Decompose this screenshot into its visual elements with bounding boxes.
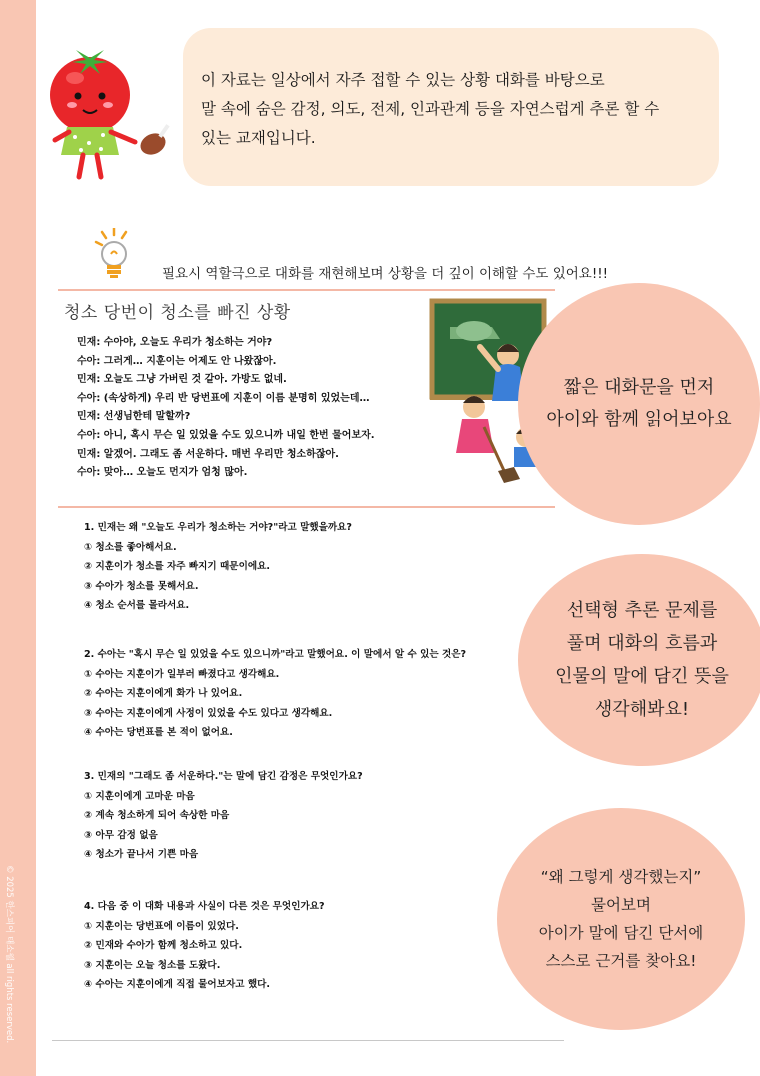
callout-line: 아이가 말에 담긴 단서에 [538, 924, 704, 942]
question-option: ① 지훈이에게 고마운 마음 [84, 790, 195, 802]
question-option: ③ 수아가 청소를 못해서요. [84, 580, 199, 592]
divider [58, 506, 555, 508]
intro-line: 이 자료는 일상에서 자주 접할 수 있는 상황 대화를 바탕으로 [201, 71, 605, 89]
callout-line: 스스로 근거를 찾아요! [545, 952, 697, 970]
dialog-line: 민재: 알겠어. 그래도 좀 서운하다. 매번 우리만 청소하잖아. [77, 448, 339, 460]
tomato-mascot-illustration [45, 40, 180, 190]
intro-line: 말 속에 숨은 감정, 의도, 전제, 인과관계 등을 자연스럽게 추론 할 수 [201, 100, 660, 118]
question-option: ③ 지훈이는 오늘 청소를 도왔다. [84, 959, 221, 971]
question-option: ② 계속 청소하게 되어 속상한 마음 [84, 810, 230, 821]
question-option: ④ 청소 순서를 몰라서요. [84, 600, 190, 611]
question-option: ③ 수아는 지훈이에게 사정이 있었을 수도 있다고 생각해요. [84, 707, 333, 719]
role-play-tip: 필요시 역할극으로 대화를 재현해보며 상황을 더 깊이 이해할 수도 있어요!!! [162, 266, 609, 282]
divider [58, 289, 555, 291]
intro-box [183, 28, 719, 186]
question-option: ① 수아는 지훈이가 일부러 빠졌다고 생각해요. [84, 668, 280, 680]
callout-line: 풀며 대화의 흐름과 [566, 633, 718, 654]
dialog-line: 수아: 그러게… 지훈이는 어제도 안 나왔잖아. [77, 355, 277, 367]
question-option: ① 청소를 좋아해서요. [84, 541, 177, 553]
question-block [84, 645, 466, 743]
dialog-line: 민재: 수아야, 오늘도 우리가 청소하는 거야? [77, 337, 273, 348]
question-text: 2. 수아는 "혹시 무슨 일 있었을 수도 있으니까"라고 말했어요. 이 말에서 알 수 있는 것은? [84, 649, 467, 660]
question-option: ② 민재와 수아가 함께 청소하고 있다. [84, 940, 243, 951]
question-block [84, 767, 363, 865]
question-text: 3. 민재의 "그래도 좀 서운하다."는 말에 담긴 감정은 무엇인가요? [84, 771, 363, 782]
left-sidebar-bar [0, 0, 36, 1076]
intro-line: 있는 교재입니다. [201, 129, 316, 147]
callout-line: 선택형 추론 문제를 [566, 600, 718, 621]
question-option: ③ 아무 감정 없음 [84, 829, 158, 841]
question-option: ④ 수아는 당번표를 본 적이 없어요. [84, 727, 233, 738]
callout-line: 아이와 함께 읽어보아요 [546, 409, 732, 430]
callout-line: 인물의 말에 담긴 뜻을 [555, 666, 729, 687]
dialog-line: 수아: 아니, 혹시 무슨 일 있었을 수도 있으니까 내일 한번 물어보자. [77, 429, 375, 441]
question-option: ② 지훈이가 청소를 자주 빠지기 때문이에요. [84, 561, 271, 572]
callout-line: 생각해봐요! [594, 699, 690, 720]
question-option: ① 지훈이는 당번표에 이름이 있었다. [84, 920, 239, 932]
question-text: 4. 다음 중 이 대화 내용과 사실이 다른 것은 무엇인가요? [84, 901, 325, 912]
dialog-line: 수아: 맞아… 오늘도 먼지가 엄청 많아. [77, 467, 248, 479]
question-option: ④ 수아는 지훈이에게 직접 물어보자고 했다. [84, 979, 271, 990]
lightbulb-icon [92, 228, 138, 282]
question-block [84, 518, 352, 616]
question-text: 1. 민재는 왜 "오늘도 우리가 청소하는 거야?"라고 말했을까요? [84, 522, 352, 533]
callout-multiple-choice [518, 554, 760, 766]
question-block [84, 897, 325, 995]
copyright-text: © 2025 한스피어 태소웰 all rights reserved. [4, 865, 14, 1044]
footer-divider [52, 1040, 564, 1041]
callout-line: 짧은 대화문을 먼저 [563, 377, 715, 398]
dialog-block [77, 334, 375, 483]
callout-ask-why [497, 808, 745, 1030]
example-title: 청소 당번이 청소를 빠진 상황 [64, 303, 291, 323]
question-option: ④ 청소가 끝나서 기쁜 마음 [84, 849, 199, 860]
question-option: ② 수아는 지훈이에게 화가 나 있어요. [84, 688, 243, 699]
callout-line: 물어보며 [591, 896, 651, 914]
callout-line: “왜 그렇게 생각했는지” [540, 868, 702, 886]
dialog-line: 민재: 오늘도 그냥 가버린 것 같아. 가방도 없네. [77, 374, 287, 386]
callout-read-first [518, 283, 760, 525]
dialog-line: 수아: (속상하게) 우리 반 당번표에 지훈이 이름 분명히 있었는데… [77, 392, 370, 404]
dialog-line: 민재: 선생님한테 말할까? [77, 411, 191, 423]
